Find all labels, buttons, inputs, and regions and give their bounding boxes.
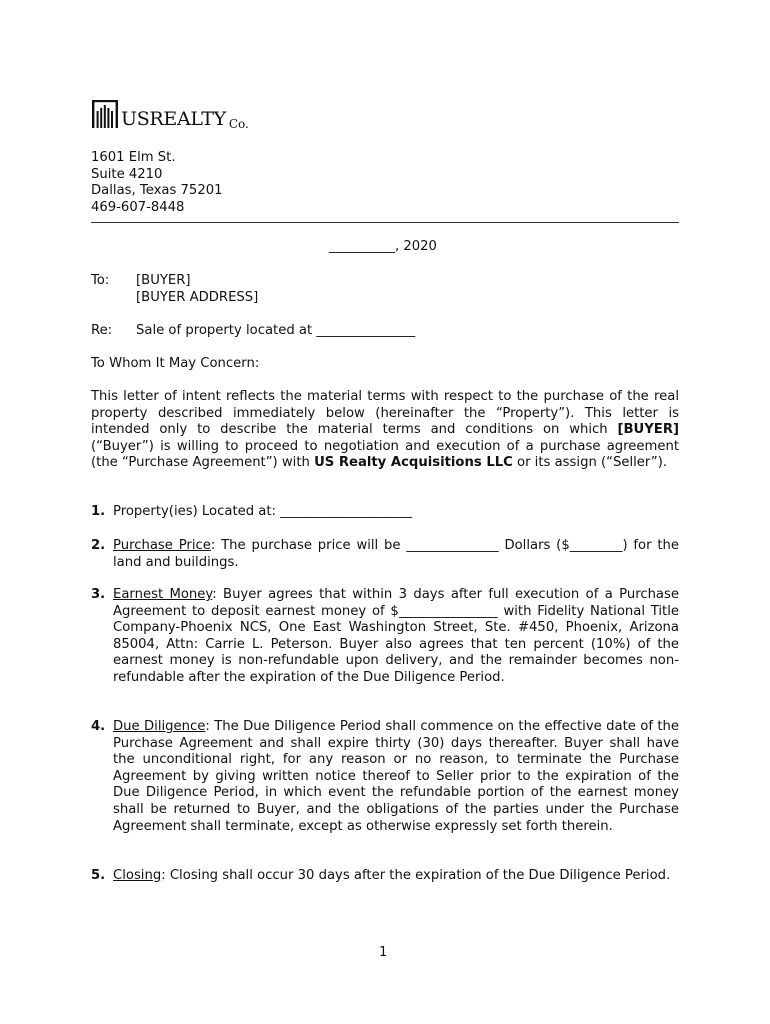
- item-number: 5.: [91, 868, 106, 883]
- company-suffix: Co.: [228, 117, 249, 131]
- item-text: : Closing shall occur 30 days after the expiration of the Due Diligence Period.: [161, 868, 671, 883]
- intro-paragraph: [91, 389, 679, 472]
- item-heading: Due Diligence: [113, 719, 206, 734]
- item-text: : The purchase price will be ______________ Dollars ($________) for the land and buildings.: [113, 538, 680, 570]
- building-logo-icon: [92, 100, 118, 128]
- subject-line: [91, 323, 415, 340]
- address-line: Dallas, Texas 75201: [91, 183, 223, 199]
- term-item-purchase-price: [91, 538, 679, 571]
- item-number: 3.: [91, 587, 106, 602]
- term-item-due-diligence: [91, 719, 679, 835]
- item-heading: Closing: [113, 868, 162, 883]
- phone-number: 469-607-8448: [91, 199, 185, 215]
- recipient-name: [BUYER]: [136, 273, 191, 288]
- header-divider: [91, 222, 679, 223]
- item-heading: Purchase Price: [113, 538, 211, 553]
- company-logo: [92, 98, 249, 131]
- intro-text: This letter of intent reflects the material terms with respect to the purchase of the real property described immediately below (hereinafter the “Property”). This letter is intended only to describe the material terms and conditions on which: [91, 389, 679, 438]
- subject-text: Sale of property located at _______________: [136, 323, 416, 338]
- address-line: 1601 Elm St.: [91, 150, 176, 165]
- date-line: __________, 2020: [329, 239, 437, 254]
- term-item-earnest-money: [91, 587, 679, 687]
- item-text: : Buyer agrees that within 3 days after full execution of a Purchase Agreement to deposit earnest money of $_______________ with Fidelity National Title Company-Phoenix NCS, One East Washington Street, Ste. #450, Phoenix, Arizona 85004, Attn: Carrie L. Peterson. Buyer also agrees that ten percent (10%) of the earnest money is non-refundable upon delivery, and the remainder becomes non-refundable after the expiration of the Due Diligence Period.: [113, 587, 680, 685]
- item-text: Property(ies) Located at: ____________________: [113, 504, 413, 519]
- intro-text: or its assign (“Seller”).: [512, 455, 668, 471]
- recipient-block: [91, 273, 258, 306]
- item-heading: Earnest Money: [113, 587, 213, 602]
- seller-name: US Realty Acquisitions LLC: [314, 455, 513, 471]
- term-item-property: [91, 504, 679, 521]
- page-number: 1: [379, 945, 388, 960]
- re-label: Re:: [91, 323, 113, 338]
- item-number: 1.: [91, 504, 106, 519]
- recipient-address: [BUYER ADDRESS]: [136, 289, 259, 305]
- item-number: 4.: [91, 719, 106, 734]
- company-name: USREALTY: [121, 108, 226, 130]
- item-text: : The Due Diligence Period shall commence on the effective date of the Purchase Agreement and shall expire thirty (30) days thereafter. Buyer shall have the unconditional right, for any reason or no reason, to terminate the Purchase Agreement by giving written notice thereof to Seller prior to the expiration of the Due Diligence Period, in which event the refundable portion of the earnest money shall be returned to Buyer, and the obligations of the parties under the Purchase Agreement shall terminate, except as otherwise expressly set forth therein.: [113, 719, 679, 834]
- letterhead-address: [91, 150, 223, 216]
- address-line: Suite 4210: [91, 166, 163, 182]
- term-item-closing: [91, 868, 679, 885]
- buyer-placeholder: [BUYER]: [617, 422, 679, 438]
- intro-text: (“Buyer”) is willing to proceed to negotiation and execution of a purchase agreement (the “Purchase Agreement”) with: [91, 438, 679, 471]
- salutation: To Whom It May Concern:: [91, 356, 260, 371]
- to-label: To:: [91, 273, 110, 288]
- item-number: 2.: [91, 538, 106, 553]
